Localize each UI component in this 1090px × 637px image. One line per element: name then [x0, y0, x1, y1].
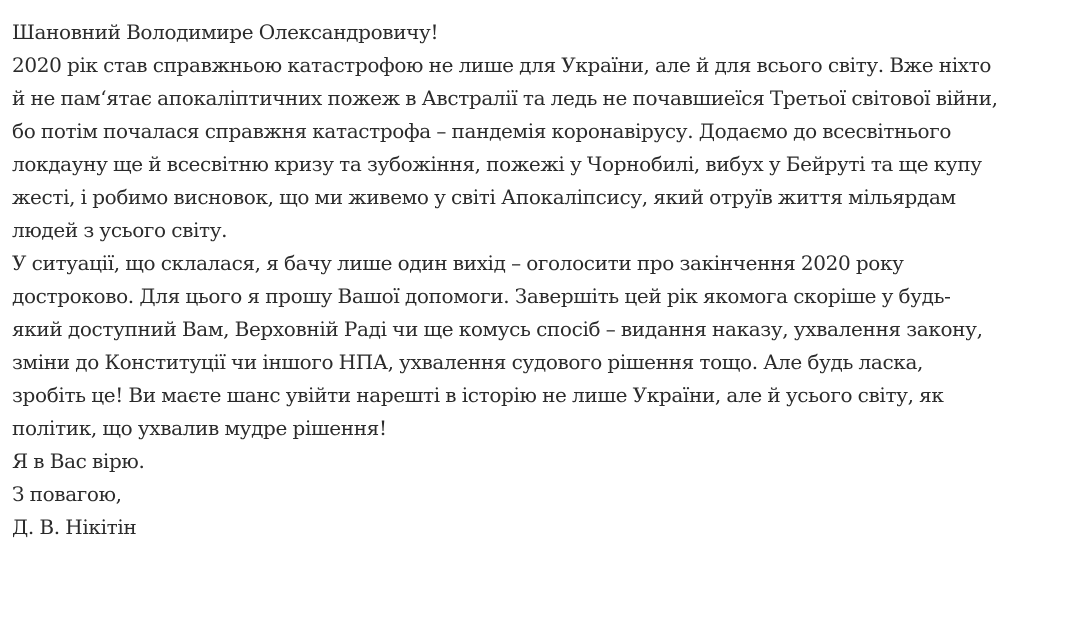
salutation: Шановний Володимире Олександровичу! [12, 20, 439, 44]
paragraph-line: зробіть це! Ви маєте шанс увійти нарешті в історію не лише України, але й усього світу, як [12, 383, 944, 407]
signature: Д. В. Нікітін [12, 515, 137, 539]
paragraph-main [12, 49, 1082, 247]
paragraph-line: й не пам‘ятає апокаліптичних пожеж в Австралії та ледь не почавшиеїся Третьої світової війни, [12, 86, 998, 110]
paragraph-line: бо потім почалася справжня катастрофа – пандемія коронавірусу. Додаємо до всесвітнього [12, 119, 952, 143]
paragraph-line: жесті, і робимо висновок, що ми живемо у світі Апокаліпсису, який отруїв життя мільярдам [12, 185, 956, 209]
paragraph-line: У ситуації, що склалася, я бачу лише один вихід – оголосити про закінчення 2020 року [12, 251, 904, 275]
paragraph-line: політик, що ухвалив мудре рішення! [12, 416, 387, 440]
paragraph-line: 2020 рік став справжньою катастрофою не лише для України, але й для всього світу. Вже ніхто [12, 53, 992, 77]
paragraph-line: який доступний Вам, Верховній Раді чи ще комусь спосіб – видання наказу, ухвалення закону, [12, 317, 983, 341]
letter-body [12, 16, 1082, 544]
paragraph-line: достроково. Для цього я прошу Вашої допомоги. Завершіть цей рік якомога скоріше у будь- [12, 284, 951, 308]
closing-regards: З повагою, [12, 482, 122, 506]
paragraph-line: людей з усього світу. [12, 218, 228, 242]
paragraph-line: зміни до Конституції чи іншого НПА, ухвалення судового рішення тощо. Але будь ласка, [12, 350, 924, 374]
paragraph-line: локдауну ще й всесвітню кризу та зубожіння, пожежі у Чорнобилі, вибух у Бейруті та ще купу [12, 152, 982, 176]
paragraph-request [12, 247, 1082, 445]
closing-faith: Я в Вас вірю. [12, 449, 145, 473]
